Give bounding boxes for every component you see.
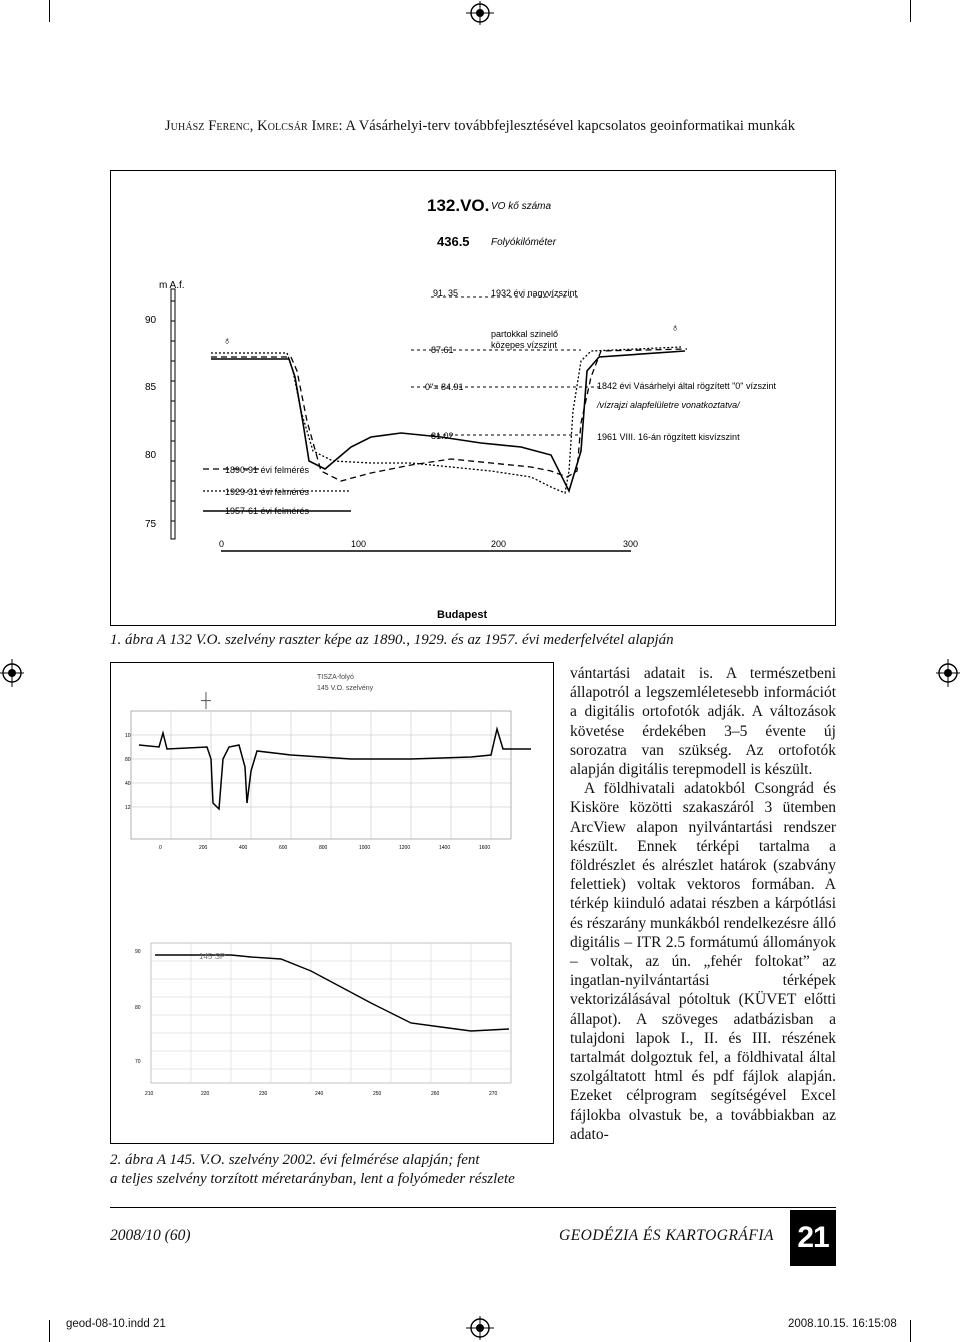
author-2-rest: olcsár bbox=[267, 118, 308, 134]
figure-2-drawing bbox=[111, 663, 553, 1143]
x-tick: 0 bbox=[219, 539, 225, 549]
registration-mark-bottom bbox=[466, 1316, 494, 1340]
y-tick: 80 bbox=[145, 450, 157, 461]
place-label: Budapest bbox=[437, 609, 488, 621]
author-1-lead: J bbox=[164, 118, 171, 134]
top-y-tick: 12 bbox=[125, 805, 131, 811]
article-title: : A Vásárhelyi-terv továbbfejlesztésével kapcsolatos geoinformatikai munkák bbox=[338, 118, 796, 134]
level-8761-text1: partokkal szinelő bbox=[491, 329, 559, 339]
slug-date: 2008.10.15. 16:15:08 bbox=[788, 1318, 897, 1330]
y-tick: 75 bbox=[145, 519, 157, 530]
top-profile-line bbox=[139, 729, 531, 809]
bottom-x-tick: 220 bbox=[201, 1091, 210, 1097]
staff-gauge-ticks bbox=[171, 301, 175, 521]
paragraph-1: vántartási adatait is. A természetbeni állapotról a legszemléletesebb információt a digitális ortofotók adják. A változások követése érdekében 3–5 évente új sorozatra van szükség. Az ortofotók alapján digitális terepmodell is készült. bbox=[570, 665, 836, 779]
registration-mark-left bbox=[0, 659, 24, 687]
y-tick: 85 bbox=[145, 382, 157, 393]
bottom-x-tick: 250 bbox=[373, 1091, 382, 1097]
trim-mark bbox=[49, 0, 50, 22]
y-axis-label: m A.f. bbox=[159, 280, 185, 291]
top-grid bbox=[131, 711, 511, 839]
author-2-given-lead: I bbox=[311, 118, 317, 134]
issue-number: 2008/10 (60) bbox=[110, 1227, 191, 1244]
bottom-y-tick: 90 bbox=[135, 949, 141, 955]
level-8761: 87.61 bbox=[431, 345, 454, 355]
survey-mark-left-icon: ♁ bbox=[223, 335, 232, 347]
author-1-given-lead: F bbox=[208, 118, 217, 134]
top-y-tick: 40 bbox=[125, 781, 131, 787]
y-tick: 90 bbox=[145, 315, 157, 326]
figure-2 bbox=[110, 662, 554, 1144]
bottom-label: 145 SP bbox=[199, 952, 226, 961]
bottom-x-tick: 230 bbox=[259, 1091, 268, 1097]
caption-2-line-2: a teljes szelvény torzított méretarányban, lent a folyómeder részlete bbox=[110, 1171, 515, 1187]
trim-mark bbox=[910, 0, 911, 22]
fig2-title2: 145 V.O. szelvény bbox=[317, 685, 374, 692]
legend-1957: 1957-61 évi felmérés bbox=[225, 506, 310, 516]
top-x-tick: 0 bbox=[159, 845, 162, 851]
bottom-x-tick: 260 bbox=[431, 1091, 440, 1097]
trim-mark bbox=[910, 1320, 911, 1342]
top-x-tick: 800 bbox=[319, 845, 328, 851]
journal-name: GEODÉZIA ÉS KARTOGRÁFIA bbox=[559, 1227, 774, 1244]
x-tick: 300 bbox=[623, 539, 639, 549]
bottom-y-tick: 70 bbox=[135, 1059, 141, 1065]
body-text bbox=[570, 664, 836, 1144]
bottom-x-tick: 270 bbox=[489, 1091, 498, 1097]
level-8491-text2: /vízrajzi alapfelületre vonatkoztatva/ bbox=[597, 400, 740, 410]
page-number: 21 bbox=[790, 1210, 836, 1266]
km-value: 436.5 bbox=[437, 234, 470, 249]
footer-rule bbox=[110, 1207, 836, 1208]
figure-1 bbox=[110, 170, 836, 626]
x-tick: 200 bbox=[491, 539, 507, 549]
top-x-tick: 200 bbox=[199, 845, 208, 851]
paragraph-2: A földhivatali adatokból Csongrád és Kisköre közötti szakaszáról 3 ütemben ArcView alapon nyilvántartási rendszer készült. Ennek térképi tartalma a földrészlet és alrészlet határok (szabvány felettiek) voltak vektoros formában. A térkép kiinduló adatai részben a kárpótlási és részarány munkákból rendelkezésre álló digitális – ITR 2.5 formátumú állományok – voltak, az ún. „fehér foltokat” az ingatlan-nyilvántartási térképek vektorizálásával pótoltuk (KÜVET előtti állapot). A szöveges adatbázisban a tulajdoni lapok I., II. és III. részének tartalmát dolgoztuk fel, a földhivatal által szolgáltatott html és pdf fájlok alapján. Ezeket célprogram segítségével Excel fájlokba olvastuk be, a továbbiakban az adato- bbox=[570, 780, 836, 1143]
level-9135: 91. 35 bbox=[433, 288, 459, 298]
level-8491-text1: 1842 évi Vásárhelyi által rögzített "0" vízszint bbox=[597, 381, 776, 391]
caption-2-line-1: 2. ábra A 145. V.O. szelvény 2002. évi felmérése alapján; fent bbox=[110, 1152, 480, 1168]
running-header bbox=[0, 118, 960, 135]
top-x-tick: 1000 bbox=[359, 845, 371, 851]
bottom-x-tick: 210 bbox=[145, 1091, 154, 1097]
author-2-given-rest: mre bbox=[316, 118, 339, 134]
legend-1890: 1890-91 évi felmérés bbox=[225, 465, 310, 475]
level-8491: 0"= 84.91 bbox=[425, 382, 464, 392]
top-x-tick: 1400 bbox=[439, 845, 451, 851]
bottom-y-tick: 80 bbox=[135, 1005, 141, 1011]
survey-mark-right-icon: ♁ bbox=[671, 322, 680, 334]
vo-label: VO kő száma bbox=[491, 201, 552, 212]
level-8761-text2: közepes vízszint bbox=[491, 340, 558, 350]
fig2-title1: TISZA-folyó bbox=[317, 674, 354, 681]
author-1-given-rest: erenc bbox=[216, 118, 250, 134]
bottom-x-tick: 240 bbox=[315, 1091, 324, 1097]
author-2-lead: K bbox=[257, 118, 268, 134]
top-x-tick: 1600 bbox=[479, 845, 491, 851]
profile-1890 bbox=[211, 349, 687, 481]
top-y-tick: 80 bbox=[125, 757, 131, 763]
km-label: Folyókilóméter bbox=[491, 237, 557, 248]
legend-1929: 1929-31 évi felmérés bbox=[225, 487, 310, 497]
top-x-tick: 600 bbox=[279, 845, 288, 851]
crosshair-icon: ┼ bbox=[201, 692, 211, 708]
x-tick: 100 bbox=[351, 539, 367, 549]
registration-mark-right bbox=[936, 659, 960, 687]
bottom-profile-line bbox=[155, 955, 509, 1031]
level-8102-text: 1961 VIII. 16-án rögzített kisvízszint bbox=[597, 432, 740, 442]
author-sep: , bbox=[249, 118, 258, 134]
top-x-tick: 400 bbox=[239, 845, 248, 851]
trim-mark bbox=[49, 1320, 50, 1342]
slug-file: geod-08-10.indd 21 bbox=[66, 1318, 166, 1330]
level-8102: 81.02 bbox=[431, 431, 454, 441]
caption-1: 1. ábra A 132 V.O. szelvény raszter képe az 1890., 1929. és az 1957. évi mederfelvétel alapján bbox=[110, 632, 674, 648]
top-y-tick: 10 bbox=[125, 733, 131, 739]
top-x-tick: 1200 bbox=[399, 845, 411, 851]
level-9135-text: 1932 évi nagyvízszint bbox=[491, 288, 578, 298]
author-1-rest: uhász bbox=[170, 118, 205, 134]
vo-number: 132.VO. bbox=[427, 196, 490, 215]
bottom-grid bbox=[151, 943, 511, 1083]
figure-1-drawing bbox=[111, 171, 835, 625]
registration-mark-top bbox=[466, 1, 494, 25]
